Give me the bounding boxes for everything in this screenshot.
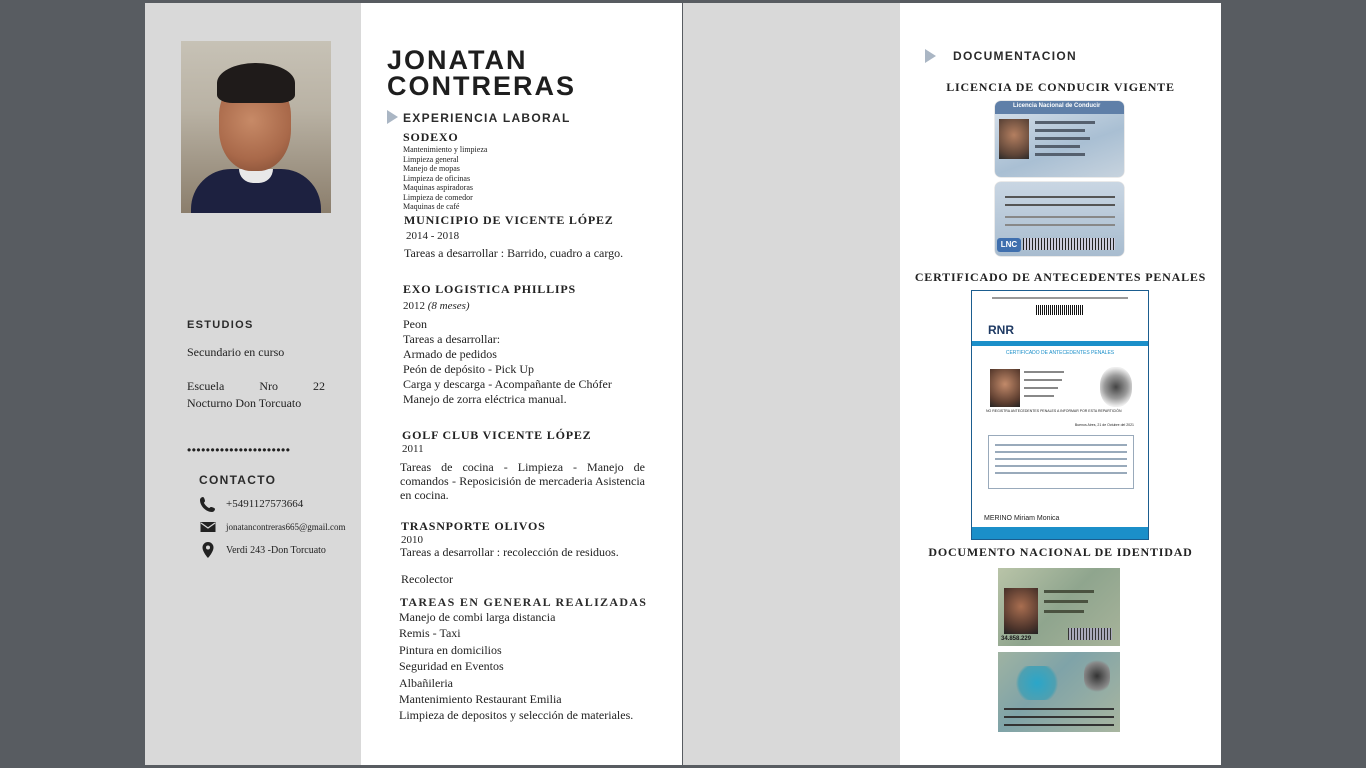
list-item: Armado de pedidos <box>403 347 497 361</box>
list-item: Tareas a desarrollar: <box>403 332 501 346</box>
email-address: jonatancontreras665@gmail.com <box>226 521 346 532</box>
dni-front-image <box>998 568 1120 646</box>
estudios-school: Escuela Nro 22 <box>187 379 325 393</box>
estudios-item: Secundario en curso <box>187 345 285 359</box>
job-title-municipio: MUNICIPIO DE VICENTE LÓPEZ <box>404 213 614 227</box>
list-item: Carga y descarga - Acompañante de Chófer <box>403 377 612 391</box>
phone-number: +5491127573664 <box>226 497 304 510</box>
licencia-heading: LICENCIA DE CONDUCIR VIGENTE <box>946 80 1175 94</box>
list-item: Albañileria <box>399 675 453 690</box>
job-dates-golf: 2011 <box>402 443 424 455</box>
profile-photo <box>181 41 331 213</box>
dni-number: 34.858.229 <box>1001 636 1032 642</box>
list-item: Limpieza de comedor <box>403 192 473 202</box>
documentacion-title: DOCUMENTACION <box>953 49 1078 63</box>
address: Verdi 243 -Don Torcuato <box>226 544 326 556</box>
tareas-last: Limpieza de depositos y selección de materiales. <box>399 708 634 722</box>
list-item: Manejo de mopas <box>403 164 460 173</box>
certificado-heading: CERTIFICADO DE ANTECEDENTES PENALES <box>914 270 1207 284</box>
list-item: Limpieza general <box>403 154 459 164</box>
contact-phone <box>200 496 303 512</box>
list-item: Manejo de combi larga distancia <box>399 610 556 624</box>
list-item: Remis - Taxi <box>399 626 461 641</box>
list-item: Maquinas de café <box>403 202 460 211</box>
section-arrow-icon <box>925 49 936 63</box>
job-desc-municipio: Tareas a desarrollar : Barrido, cuadro a cargo. <box>404 246 624 260</box>
list-item: Mantenimiento y limpieza <box>403 145 488 154</box>
licencia-back-image <box>995 182 1124 256</box>
tareas-list <box>399 609 562 707</box>
contact-address <box>200 542 326 558</box>
licencia-front-image <box>995 101 1124 177</box>
certificado-image <box>971 290 1149 540</box>
cv-page-left <box>145 3 682 765</box>
dni-heading: DOCUMENTO NACIONAL DE IDENTIDAD <box>928 545 1193 559</box>
list-item: Mantenimiento Restaurant Emilia <box>399 692 562 707</box>
mail-icon <box>200 519 216 535</box>
contact-email <box>200 519 346 535</box>
job-dates-exo <box>403 299 470 314</box>
location-pin-icon <box>200 542 216 558</box>
lnc-logo: LNC <box>997 238 1021 252</box>
job-title-exo: EXO LOGISTICA PHILLIPS <box>403 282 576 296</box>
licencia-card-title: Licencia Nacional de Conducir <box>1013 103 1101 109</box>
list-item: Manejo de zorra eléctrica manual. <box>403 392 567 406</box>
job-desc-transporte: Tareas a desarrollar : recolección de residuos. <box>400 545 619 559</box>
list-item: Seguridad en Eventos <box>399 659 504 674</box>
tareas-title: TAREAS EN GENERAL REALIZADAS <box>400 595 648 609</box>
job-dates-municipio: 2014 - 2018 <box>406 230 460 242</box>
job-title-sodexo: SODEXO <box>403 130 459 144</box>
cert-notice: NO REGISTRA ANTECEDENTES PENALES A INFORMAR POR ESTA REPARTICIÓN <box>986 409 1122 413</box>
phone-icon <box>200 496 216 512</box>
estudios-title: ESTUDIOS <box>187 319 254 331</box>
job-extra-transporte: Recolector <box>401 572 453 586</box>
candidate-name <box>387 47 576 99</box>
contacto-title: CONTACTO <box>199 473 277 487</box>
job-dates-transporte: 2010 <box>401 534 423 546</box>
job-list-sodexo <box>403 145 487 212</box>
estudios-school-line2: Nocturno Don Torcuato <box>187 396 302 410</box>
name-first: JONATAN <box>387 45 528 75</box>
list-item: Peón de depósito - Pick Up <box>403 362 534 376</box>
cert-signer: MERINO Miriam Monica <box>984 515 1060 522</box>
job-year: 2012 <box>403 300 425 312</box>
rnr-logo: RNR <box>988 323 1014 337</box>
sidebar <box>683 3 900 765</box>
job-desc-golf: Tareas de cocina - Limpieza - Manejo de comandos - Reposicisión de mercaderia Asistencia en cocina. <box>400 460 645 502</box>
job-duration: (8 meses) <box>427 300 470 312</box>
cert-doc-title: CERTIFICADO DE ANTECEDENTES PENALES <box>1005 350 1115 356</box>
cert-date: Buenos Aires, 21 de Octubre del 2021 <box>1074 423 1134 427</box>
job-list-exo <box>403 317 612 407</box>
job-title-golf: GOLF CLUB VICENTE LÓPEZ <box>402 428 592 442</box>
experiencia-title: EXPERIENCIA LABORAL <box>403 111 571 125</box>
job-title-transporte: TRASNPORTE OLIVOS <box>401 519 546 533</box>
list-item: Peon <box>403 317 427 331</box>
cv-page-right <box>683 3 1221 765</box>
list-item: Limpieza de oficinas <box>403 173 471 183</box>
name-last: CONTRERAS <box>387 71 577 101</box>
list-item: Pintura en domicilios <box>399 642 502 657</box>
list-item: Maquinas aspiradoras <box>403 183 473 192</box>
separator-dots: •••••••••••••••••••••• <box>187 443 291 457</box>
dni-back-image <box>998 652 1120 732</box>
section-arrow-icon <box>387 110 398 124</box>
